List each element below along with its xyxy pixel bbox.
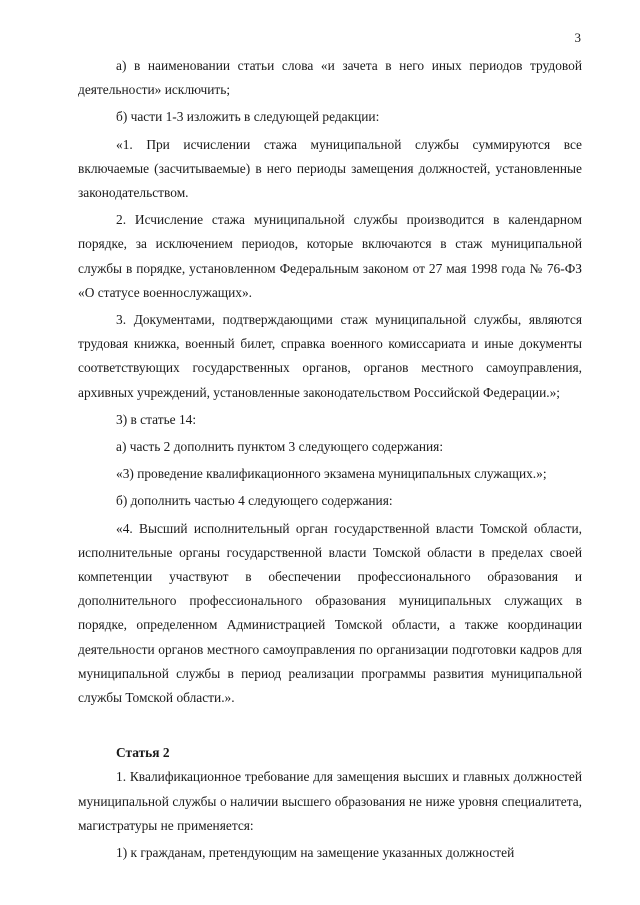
paragraph-2: б) части 1-3 изложить в следующей редакции: (116, 109, 380, 125)
paragraph-10: «4. Высший исполнительный орган государственной власти Томской области, исполнительные органы государственной власти Томской области в пределах своей компетенции участвуют в обеспечении профессионального образования и дополнительного профессионального образования муниципальных служащих в порядке, определенном Администрацией Томской области, а также координации деятельности органов местного самоуправления по организации подготовки кадров для муниципальной службы в период реализации программы развития муниципальной службы Томской области.». (78, 520, 582, 706)
article-paragraph-1: 1. Квалификационное требование для замещения высших и главных должностей муниципальной службы о наличии высшего образования не ниже уровня специалитета, магистратуры не применяется: (78, 769, 582, 833)
document-body (78, 54, 582, 865)
article-heading: Статья 2 (116, 745, 170, 761)
paragraph-8: «3) проведение квалификационного экзамена муниципальных служащих.»; (116, 466, 547, 482)
paragraph-4: 2. Исчисление стажа муниципальной службы производится в календарном порядке, за исключением периодов, которые включаются в стаж муниципальной службы в порядке, установленном Федеральным законом от 27 мая 1998 года № 76-ФЗ «О статусе военнослужащих». (78, 212, 582, 300)
paragraph-9: б) дополнить частью 4 следующего содержания: (116, 493, 393, 509)
paragraph-3: «1. При исчислении стажа муниципальной службы суммируются все включаемые (засчитываемые) в него периоды замещения должностей, установленные законодательством. (78, 136, 582, 201)
paragraph-6: 3) в статье 14: (116, 411, 197, 427)
paragraph-5: 3. Документами, подтверждающими стаж муниципальной службы, являются трудовая книжка, военный билет, справка военного комиссариата и иные документы соответствующих государственных органов, органов местного самоуправления, архивных учреждений, установленные законодательством Российской Федерации.»; (78, 312, 582, 400)
paragraph-7: а) часть 2 дополнить пунктом 3 следующего содержания: (116, 439, 444, 455)
paragraph-1: а) в наименовании статьи слова «и зачета в него иных периодов трудовой деятельности» исключить; (78, 58, 582, 98)
article-paragraph-2: 1) к гражданам, претендующим на замещение указанных должностей (116, 845, 515, 861)
page-number: 3 (574, 30, 581, 45)
